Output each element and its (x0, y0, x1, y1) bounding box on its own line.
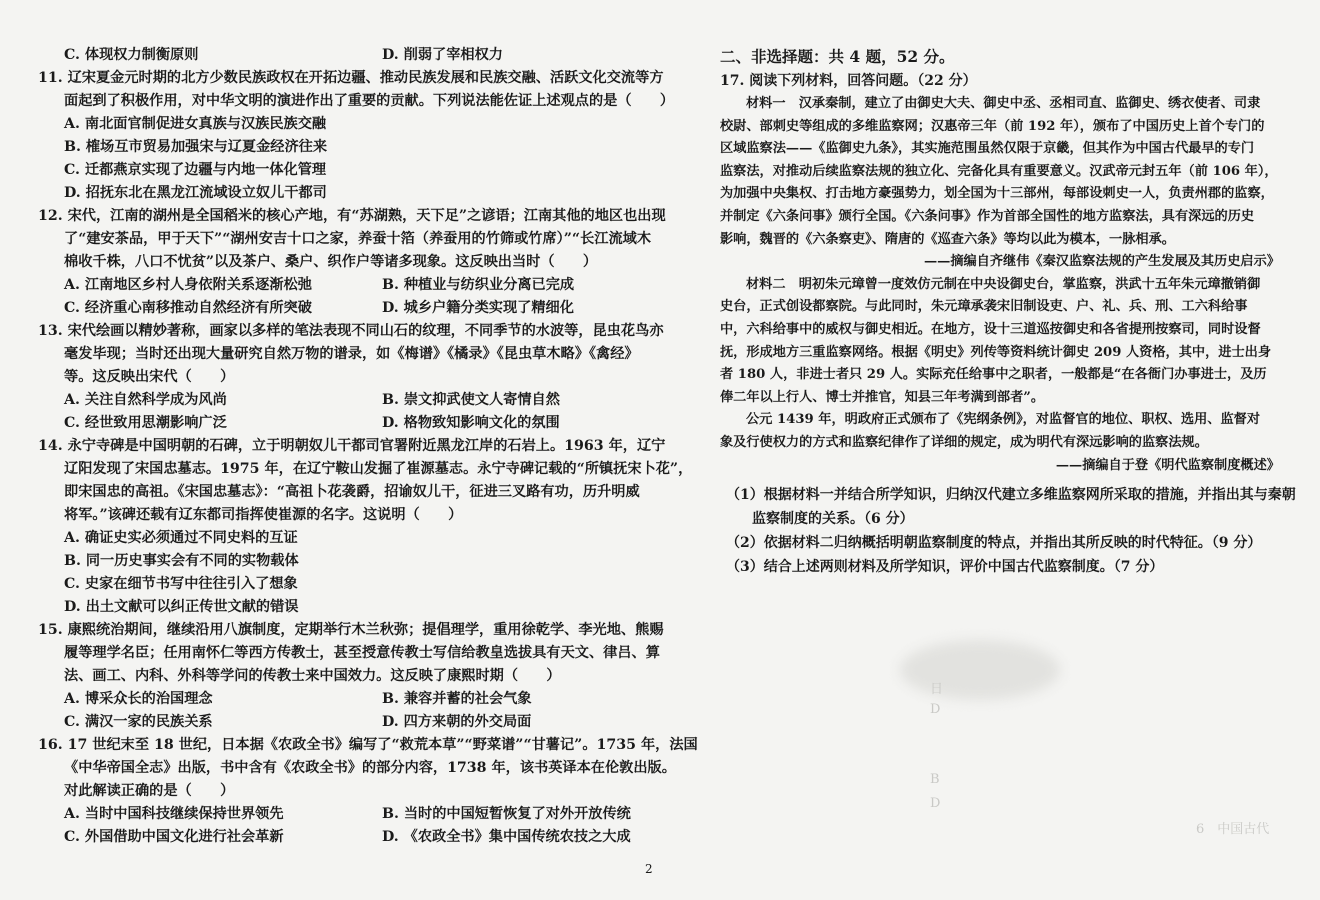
question-text: 棉收千株，八口不忧贫”以及茶户、桑户、织作户等诸多现象。这反映出当时（ ） (64, 254, 598, 270)
question-14 (38, 435, 693, 619)
q10-options-cd (38, 44, 650, 67)
bleed-through-text: D (930, 796, 941, 811)
material-one (720, 93, 1280, 274)
material-line: 区域监察法——《监御史九条》，其实施范围虽然仅限于京畿，但其作为中国古代最早的专门 (720, 141, 1255, 157)
options-row (38, 803, 650, 826)
material-line: 影响，魏晋的《六条察吏》、隋唐的《巡查六条》等均以此为模本，一脉相承。 (720, 231, 1175, 247)
question-text: 将军。”该碑还载有辽东都司指挥使崔源的名字。这说明（ ） (64, 507, 463, 523)
material-line: 校尉、部刺史等组成的多维监察网；汉惠帝三年（前 192 年），颁布了中国历史上首个专门的 (720, 118, 1265, 134)
question-text: 面起到了积极作用，对中华文明的演进作出了重要的贡献。下列说法能佐证上述观点的是（ ） (64, 93, 675, 109)
option: A. 江南地区乡村人身依附关系逐渐松弛 (64, 277, 312, 293)
option: D. 四方来朝的外交局面 (382, 714, 532, 730)
option: C. 外国借助中国文化进行社会革新 (64, 829, 284, 845)
sub-questions (720, 483, 1296, 579)
option: B. 当时的中国短暂恢复了对外开放传统 (382, 806, 631, 822)
options-row (38, 826, 650, 849)
sub-question: （3）结合上述两则材料及所学知识，评价中国古代监察制度。（7 分） (726, 559, 1164, 576)
question-text: 毫发毕现；当时还出现大量研究自然万物的谱录，如《梅谱》《橘录》《昆虫草木略》《禽经》 (64, 346, 639, 362)
question-17-title: 17. 阅读下列材料，回答问题。（22 分） (720, 73, 977, 89)
question-16 (38, 734, 698, 849)
scan-smudge (900, 640, 1060, 700)
option: D. 格物致知影响文化的氛围 (382, 415, 560, 431)
option: A. 确证史实必须通过不同史料的互证 (64, 530, 298, 546)
material-line: 象及行使权力的方式和监察纪律作了详细的规定，成为明代有深远影响的监察法规。 (720, 434, 1208, 450)
options-row (38, 711, 650, 734)
left-column (38, 44, 698, 849)
options-row (38, 412, 650, 435)
option: C. 经济重心南移推动自然经济有所突破 (64, 300, 312, 316)
option: A. 博采众长的治国理念 (64, 691, 213, 707)
material-line: 监察法，对推动后续监察法规的独立化、完备化具有重要意义。汉武帝元封五年（前 106 年）， (720, 163, 1278, 179)
options-row (38, 389, 650, 412)
question-text: 了“建安茶品，甲于天下”“湖州安吉十口之家，养蚕十箔（养蚕用的竹筛或竹席）”“长江流域木 (64, 231, 652, 247)
option: B. 榷场互市贸易加强宋与辽夏金经济往来 (64, 139, 328, 155)
option: C. 经世致用思潮影响广泛 (64, 415, 227, 431)
bleed-through-text: 日 (930, 682, 944, 697)
option: A. 南北面官制促进女真族与汉族民族交融 (64, 116, 327, 132)
question-text: 12. 宋代，江南的湖州是全国稻米的核心产地，有“苏湖熟，天下足”之谚语；江南其他的地区也出现 (38, 208, 666, 224)
question-text: 辽阳发现了宋国忠墓志。1975 年，在辽宁鞍山发掘了崔源墓志。永宁寺碑记载的“所镇抚宋卜花”， (64, 461, 693, 477)
sub-question: （1）根据材料一并结合所学知识，归纳汉代建立多维监察网所采取的措施，并指出其与秦朝 (726, 487, 1296, 504)
options-row (38, 274, 650, 297)
material-line: 公元 1439 年，明政府正式颁布了《宪纲条例》，对监督官的地位、职权、选用、监督对 (746, 412, 1261, 428)
option: B. 兼容并蓄的社会气象 (382, 691, 532, 707)
option: C. 体现权力制衡原则 (64, 47, 199, 63)
material-line: 抚，形成地方三重监察网络。根据《明史》列传等资料统计御史 209 人资格，其中，进士出身 (720, 344, 1272, 360)
question-text: 16. 17 世纪末至 18 世纪，日本据《农政全书》编写了“救荒本草”“野菜谱”“甘薯记”。1735 年，法国 (38, 737, 698, 753)
page-number: 2 (645, 862, 653, 876)
option: A. 当时中国科技继续保持世界领先 (64, 806, 284, 822)
question-text: 13. 宋代绘画以精妙著称，画家以多样的笔法表现不同山石的纹理，不同季节的水波等，昆虫花鸟亦 (38, 323, 664, 339)
options-row (38, 297, 650, 320)
question-text: 对此解读正确的是（ ） (64, 783, 235, 799)
option: D. 出土文献可以纠正传世文献的错误 (64, 599, 299, 615)
option: D. 《农政全书》集中国传统农技之大成 (382, 829, 631, 845)
right-column (720, 44, 1296, 579)
material-line: 俸二年以上行人、博士并推官，知县三年考满到部者”。 (720, 389, 1045, 405)
option: A. 关注自然科学成为风尚 (64, 392, 227, 408)
question-text: 15. 康熙统治期间，继续沿用八旗制度，定期举行木兰秋弥；提倡理学，重用徐乾学、李光地、熊赐 (38, 622, 664, 638)
option: B. 同一历史事实会有不同的实物载体 (64, 553, 299, 569)
options-row (38, 688, 650, 711)
option: B. 崇文抑武使文人寄情自然 (382, 392, 560, 408)
question-13 (38, 320, 664, 435)
question-15 (38, 619, 664, 734)
material-line: 材料一 汉承秦制，建立了由御史大夫、御史中丞、丞相司直、监御史、绣衣使者、司隶 (746, 96, 1261, 111)
section-title: 二、非选择题：共 4 题，52 分。 (720, 47, 955, 66)
question-text: 法、画工、内科、外科等学问的传教士来中国效力。这反映了康熙时期（ ） (64, 668, 561, 684)
option: C. 迁都燕京实现了边疆与内地一体化管理 (64, 162, 327, 178)
option: C. 满汉一家的民族关系 (64, 714, 213, 730)
bleed-through-text: B (930, 772, 940, 787)
option: D. 招抚东北在黑龙江流域设立奴儿干都司 (64, 185, 327, 201)
question-12 (38, 205, 666, 320)
material-source: ——摘编自于登《明代监察制度概述》 (1055, 457, 1280, 473)
material-source: ——摘编自齐继伟《秦汉监察法规的产生发展及其历史启示》 (923, 254, 1280, 270)
material-line: 史台，正式创设都察院。与此同时，朱元璋承袭宋旧制设吏、户、礼、兵、刑、工六科给事 (720, 299, 1248, 315)
question-text: 履等理学名臣；任用南怀仁等西方传教士，甚至授意传教士写信给教皇选拔具有天文、律吕、算 (64, 645, 660, 661)
question-text: 11. 辽宋夏金元时期的北方少数民族政权在开拓边疆、推动民族发展和民族交融、活跃文化交流等方 (38, 70, 664, 86)
option: C. 史家在细节书写中往往引入了想象 (64, 576, 298, 592)
bleed-through-text: 6 中国古代 (1196, 822, 1270, 837)
option: B. 种植业与纺织业分离已完成 (382, 277, 575, 293)
material-line: 并制定《六条问事》颁行全国。《六条问事》作为首部全国性的地方监察法，具有深远的历史 (720, 208, 1255, 224)
question-text: 等。这反映出宋代（ ） (64, 369, 235, 385)
question-11 (38, 67, 675, 205)
material-line: 中，六科给事中的威权与御史相近。在地方，设十三道巡按御史和各省提刑按察司，同时设督 (720, 321, 1261, 337)
sub-question: （2）依据材料二归纳概括明朝监察制度的特点，并指出其所反映的时代特征。（9 分） (726, 535, 1262, 552)
question-text: 14. 永宁寺碑是中国明朝的石碑，立于明朝奴儿干都司官署附近黑龙江岸的石岩上。1963 年，辽宁 (38, 438, 666, 454)
question-text: 《中华帝国全志》出版，书中含有《农政全书》的部分内容，1738 年，该书英译本在伦敦出版。 (64, 760, 676, 776)
sub-question: 监察制度的关系。（6 分） (752, 511, 914, 528)
option: D. 削弱了宰相权力 (382, 47, 503, 63)
material-line: 材料二 明初朱元璋曾一度效仿元制在中央设御史台，掌监察，洪武十五年朱元璋撤销御 (746, 276, 1261, 292)
question-text: 即宋国忠的高祖。《宋国忠墓志》：“高祖卜花袭爵，招谕奴儿干，征进三叉路有功，历升明威 (64, 484, 640, 500)
material-two (720, 274, 1280, 477)
bleed-through-text: D (930, 702, 941, 717)
material-line: 为加强中央集权、打击地方豪强势力，划全国为十三部州，每部设刺史一人，负责州郡的监察， (720, 186, 1274, 202)
option: D. 城乡户籍分类实现了精细化 (382, 300, 574, 316)
material-line: 者 180 人，非进士者只 29 人。实际充任给事中之职者，一般都是“在各衙门办事进士，及历 (720, 367, 1267, 383)
